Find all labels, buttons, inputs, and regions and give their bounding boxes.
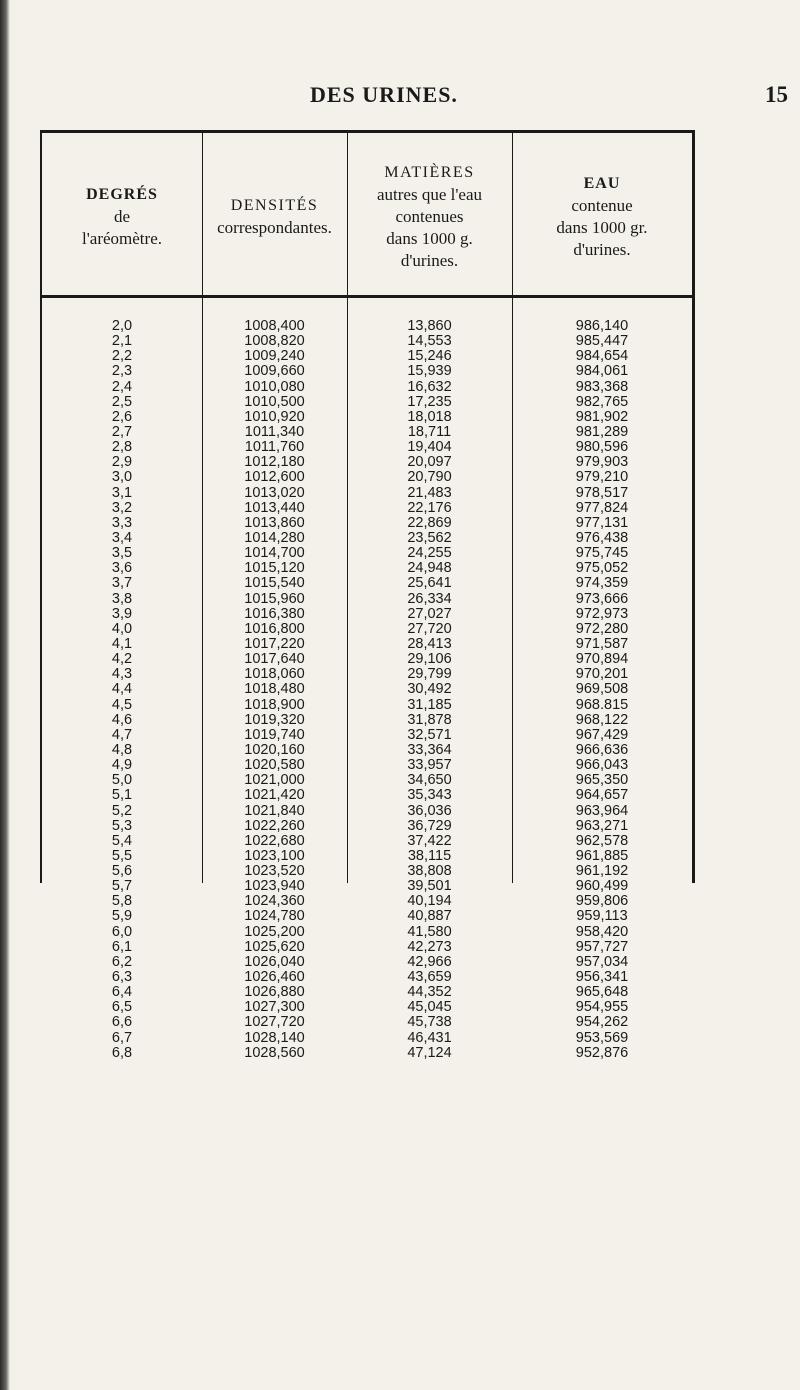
cell-eau: 975,745 xyxy=(575,545,629,562)
cell-degre: 3,0 xyxy=(111,469,133,486)
cell-degre: 4,3 xyxy=(111,666,133,683)
cell-matieres: 19,404 xyxy=(407,439,452,456)
cell-degre: 6,7 xyxy=(111,1029,133,1046)
cell-densite: 1012,600 xyxy=(244,469,305,486)
cell-eau: 961,192 xyxy=(575,863,629,880)
cell-degre: 5,0 xyxy=(111,772,133,789)
cell-degre: 2,2 xyxy=(111,348,133,365)
cell-eau: 952,876 xyxy=(575,1044,629,1061)
cell-matieres: 22,176 xyxy=(407,499,452,516)
cell-eau: 976,438 xyxy=(575,529,629,546)
cell-eau: 968,122 xyxy=(575,711,629,728)
cell-degre: 5,7 xyxy=(111,878,133,895)
cell-matieres: 31,185 xyxy=(407,696,452,713)
cell-eau: 970,201 xyxy=(575,666,629,683)
cell-densite: 1027,720 xyxy=(244,1014,305,1031)
cell-degre: 3,5 xyxy=(111,545,133,562)
cell-matieres: 21,483 xyxy=(407,484,452,501)
cell-matieres: 13,860 xyxy=(407,318,452,334)
cell-degre: 6,5 xyxy=(111,999,133,1016)
cell-eau: 953,569 xyxy=(575,1029,629,1046)
cell-densite: 1015,960 xyxy=(244,590,305,607)
cell-densite: 1023,100 xyxy=(244,847,305,864)
cell-matieres: 31,878 xyxy=(407,711,452,728)
cell-densite: 1021,840 xyxy=(244,802,305,819)
cell-eau: 961,885 xyxy=(575,847,629,864)
cell-degre: 4,2 xyxy=(111,651,133,668)
cell-matieres: 27,720 xyxy=(407,620,452,637)
cell-eau: 963,271 xyxy=(575,817,629,834)
cell-eau: 954,262 xyxy=(575,1014,629,1031)
cell-degre: 3,6 xyxy=(111,560,133,577)
cell-densite: 1021,420 xyxy=(244,787,305,804)
cell-matieres: 33,364 xyxy=(407,741,452,758)
cell-densite: 1011,760 xyxy=(244,439,305,456)
cell-densite: 1028,560 xyxy=(244,1044,305,1061)
cell-densite: 1012,180 xyxy=(244,454,305,471)
cell-eau: 969,508 xyxy=(575,681,629,698)
cell-matieres: 41,580 xyxy=(407,923,452,940)
cell-eau: 959,113 xyxy=(576,908,628,925)
cell-degre: 2,8 xyxy=(111,439,133,456)
cell-degre: 2,1 xyxy=(111,333,133,350)
cell-densite: 1010,080 xyxy=(244,378,305,395)
column-degres xyxy=(42,319,202,1061)
cell-eau: 972,973 xyxy=(575,605,629,622)
cell-degre: 4,6 xyxy=(111,711,133,728)
cell-densite: 1010,500 xyxy=(244,393,305,410)
cell-degre: 2,6 xyxy=(111,408,133,425)
cell-eau: 954,955 xyxy=(575,999,629,1016)
cell-matieres: 18,711 xyxy=(407,423,452,440)
cell-eau: 962,578 xyxy=(575,832,629,849)
cell-degre: 5,4 xyxy=(111,832,133,849)
cell-matieres: 16,632 xyxy=(407,378,452,395)
cell-densite: 1020,580 xyxy=(244,757,305,774)
cell-matieres: 36,729 xyxy=(407,817,452,834)
cell-degre: 4,4 xyxy=(111,681,133,698)
cell-matieres: 20,097 xyxy=(407,454,452,471)
cell-densite: 1018,900 xyxy=(244,696,305,713)
cell-eau: 977,131 xyxy=(575,514,629,531)
header-densites: DENSITÉS correspondantes. xyxy=(217,197,332,237)
cell-eau: 963,964 xyxy=(575,802,629,819)
cell-matieres: 22,869 xyxy=(407,514,452,531)
cell-densite: 1026,880 xyxy=(244,984,305,1001)
cell-densite: 1015,540 xyxy=(244,575,305,592)
cell-matieres: 18,018 xyxy=(407,408,452,425)
column-matieres xyxy=(347,319,512,1061)
cell-densite: 1017,220 xyxy=(244,635,305,652)
cell-densite: 1026,040 xyxy=(244,953,305,970)
cell-densite: 1013,440 xyxy=(244,499,305,516)
cell-eau: 977,824 xyxy=(575,499,629,516)
cell-eau: 982,765 xyxy=(575,393,629,410)
cell-degre: 3,7 xyxy=(111,575,133,592)
cell-matieres: 37,422 xyxy=(407,832,452,849)
cell-matieres: 14,553 xyxy=(407,333,452,350)
cell-densite: 1014,280 xyxy=(244,529,305,546)
cell-degre: 3,9 xyxy=(111,605,133,622)
cell-degre: 2,7 xyxy=(111,423,133,440)
density-table xyxy=(40,130,695,1061)
cell-densite: 1008,400 xyxy=(244,318,305,334)
cell-matieres: 34,650 xyxy=(407,772,452,789)
cell-degre: 2,9 xyxy=(111,454,133,471)
cell-densite: 1015,120 xyxy=(244,560,305,577)
cell-eau: 965,350 xyxy=(575,772,629,789)
cell-eau: 972,280 xyxy=(575,620,629,637)
cell-matieres: 47,124 xyxy=(407,1044,452,1061)
cell-matieres: 43,659 xyxy=(407,969,452,986)
cell-densite: 1023,940 xyxy=(244,878,305,895)
header-eau: EAU contenue dans 1000 gr. d'urines. xyxy=(556,175,648,259)
cell-degre: 5,2 xyxy=(111,802,133,819)
cell-eau: 974,359 xyxy=(575,575,629,592)
cell-densite: 1028,140 xyxy=(244,1029,305,1046)
cell-eau: 966,636 xyxy=(575,741,629,758)
cell-eau: 971,587 xyxy=(575,635,629,652)
cell-eau: 981,289 xyxy=(575,423,629,440)
cell-degre: 3,3 xyxy=(111,514,133,531)
cell-eau: 985,447 xyxy=(575,333,629,350)
cell-densite: 1023,520 xyxy=(244,863,305,880)
cell-degre: 5,8 xyxy=(111,893,133,910)
cell-eau: 957,727 xyxy=(575,938,629,955)
cell-degre: 4,8 xyxy=(111,741,133,758)
cell-degre: 5,5 xyxy=(111,847,133,864)
cell-densite: 1018,480 xyxy=(244,681,305,698)
cell-matieres: 40,887 xyxy=(407,908,452,925)
cell-matieres: 29,799 xyxy=(407,666,452,683)
book-spine-shadow xyxy=(0,0,10,1390)
cell-eau: 986,140 xyxy=(575,318,629,334)
cell-degre: 4,9 xyxy=(111,757,133,774)
cell-densite: 1019,740 xyxy=(244,726,305,743)
cell-matieres: 15,246 xyxy=(407,348,452,365)
cell-degre: 2,3 xyxy=(111,363,133,380)
cell-eau: 975,052 xyxy=(575,560,629,577)
cell-matieres: 15,939 xyxy=(407,363,452,380)
cell-eau: 960,499 xyxy=(575,878,629,895)
cell-densite: 1022,260 xyxy=(244,817,305,834)
cell-densite: 1024,360 xyxy=(244,893,305,910)
cell-densite: 1008,820 xyxy=(244,333,305,350)
cell-eau: 973,666 xyxy=(575,590,629,607)
cell-eau: 984,654 xyxy=(575,348,629,365)
cell-degre: 6,2 xyxy=(111,953,133,970)
cell-matieres: 38,115 xyxy=(407,847,452,864)
cell-matieres: 20,790 xyxy=(407,469,452,486)
cell-eau: 983,368 xyxy=(575,378,629,395)
cell-eau: 968.815 xyxy=(575,696,629,713)
column-densites xyxy=(202,319,347,1061)
cell-matieres: 24,255 xyxy=(407,545,452,562)
cell-matieres: 46,431 xyxy=(407,1029,452,1046)
cell-densite: 1017,640 xyxy=(244,651,305,668)
cell-densite: 1018,060 xyxy=(244,666,305,683)
cell-matieres: 40,194 xyxy=(407,893,452,910)
cell-matieres: 17,235 xyxy=(407,393,452,410)
cell-eau: 957,034 xyxy=(575,953,629,970)
cell-matieres: 25,641 xyxy=(407,575,452,592)
cell-matieres: 30,492 xyxy=(407,681,452,698)
header-matieres: MATIÈRES autres que l'eau contenues dans 1000 g. d'urines. xyxy=(376,164,482,270)
cell-densite: 1019,320 xyxy=(244,711,305,728)
cell-matieres: 36,036 xyxy=(407,802,452,819)
cell-degre: 5,1 xyxy=(111,787,133,804)
cell-eau: 966,043 xyxy=(575,757,629,774)
cell-densite: 1025,200 xyxy=(244,923,305,940)
page-number: 15 xyxy=(765,82,788,107)
cell-matieres: 45,738 xyxy=(407,1014,452,1031)
cell-degre: 6,0 xyxy=(111,923,133,940)
cell-eau: 965,648 xyxy=(575,984,629,1001)
cell-degre: 2,4 xyxy=(111,378,133,395)
cell-densite: 1013,860 xyxy=(244,514,305,531)
cell-eau: 970,894 xyxy=(575,651,629,668)
cell-degre: 3,4 xyxy=(111,529,133,546)
cell-eau: 979,903 xyxy=(575,454,629,471)
cell-degre: 2,0 xyxy=(111,318,133,334)
cell-matieres: 32,571 xyxy=(407,726,452,743)
column-eau xyxy=(512,319,692,1061)
cell-densite: 1020,160 xyxy=(244,741,305,758)
cell-matieres: 35,343 xyxy=(407,787,452,804)
cell-densite: 1009,660 xyxy=(244,363,305,380)
cell-degre: 2,5 xyxy=(111,393,133,410)
cell-densite: 1011,340 xyxy=(244,423,305,440)
cell-matieres: 26,334 xyxy=(407,590,452,607)
cell-matieres: 29,106 xyxy=(407,651,452,668)
cell-degre: 6,6 xyxy=(111,1014,133,1031)
cell-degre: 3,1 xyxy=(111,484,133,501)
cell-eau: 959,806 xyxy=(575,893,629,910)
cell-degre: 4,5 xyxy=(111,696,133,713)
cell-degre: 6,8 xyxy=(111,1044,133,1061)
cell-matieres: 33,957 xyxy=(407,757,452,774)
cell-degre: 6,4 xyxy=(111,984,133,1001)
cell-degre: 5,9 xyxy=(111,908,133,925)
cell-degre: 4,7 xyxy=(111,726,133,743)
cell-degre: 5,3 xyxy=(111,817,133,834)
cell-degre: 6,1 xyxy=(111,938,133,955)
cell-degre: 4,1 xyxy=(111,635,133,652)
cell-matieres: 45,045 xyxy=(407,999,452,1016)
cell-eau: 958,420 xyxy=(575,923,629,940)
cell-eau: 967,429 xyxy=(575,726,629,743)
running-title: DES URINES. xyxy=(310,82,458,107)
cell-densite: 1025,620 xyxy=(244,938,305,955)
cell-degre: 3,8 xyxy=(111,590,133,607)
cell-matieres: 39,501 xyxy=(407,878,452,895)
cell-matieres: 44,352 xyxy=(407,984,452,1001)
cell-matieres: 27,027 xyxy=(407,605,452,622)
cell-densite: 1013,020 xyxy=(244,484,305,501)
cell-densite: 1009,240 xyxy=(244,348,305,365)
cell-eau: 964,657 xyxy=(575,787,629,804)
header-rule xyxy=(42,295,692,298)
cell-eau: 978,517 xyxy=(575,484,629,501)
cell-degre: 5,6 xyxy=(111,863,133,880)
header-degres: DEGRÉS de l'aréomètre. xyxy=(82,186,162,248)
cell-matieres: 23,562 xyxy=(407,529,452,546)
running-head xyxy=(0,82,800,112)
cell-matieres: 38,808 xyxy=(407,863,452,880)
cell-eau: 980,596 xyxy=(575,439,629,456)
cell-densite: 1021,000 xyxy=(244,772,305,789)
cell-densite: 1027,300 xyxy=(244,999,305,1016)
cell-matieres: 42,273 xyxy=(407,938,452,955)
cell-densite: 1010,920 xyxy=(244,408,305,425)
cell-densite: 1016,800 xyxy=(244,620,305,637)
cell-eau: 956,341 xyxy=(575,969,629,986)
cell-matieres: 28,413 xyxy=(407,635,452,652)
cell-densite: 1026,460 xyxy=(244,969,305,986)
cell-densite: 1014,700 xyxy=(244,545,305,562)
cell-degre: 6,3 xyxy=(111,969,133,986)
cell-densite: 1024,780 xyxy=(244,908,305,925)
cell-eau: 979,210 xyxy=(575,469,629,486)
cell-matieres: 42,966 xyxy=(407,953,452,970)
cell-matieres: 24,948 xyxy=(407,560,452,577)
cell-degre: 3,2 xyxy=(111,499,133,516)
cell-densite: 1016,380 xyxy=(244,605,305,622)
cell-degre: 4,0 xyxy=(111,620,133,637)
cell-eau: 984,061 xyxy=(575,363,629,380)
cell-eau: 981,902 xyxy=(575,408,629,425)
cell-densite: 1022,680 xyxy=(244,832,305,849)
